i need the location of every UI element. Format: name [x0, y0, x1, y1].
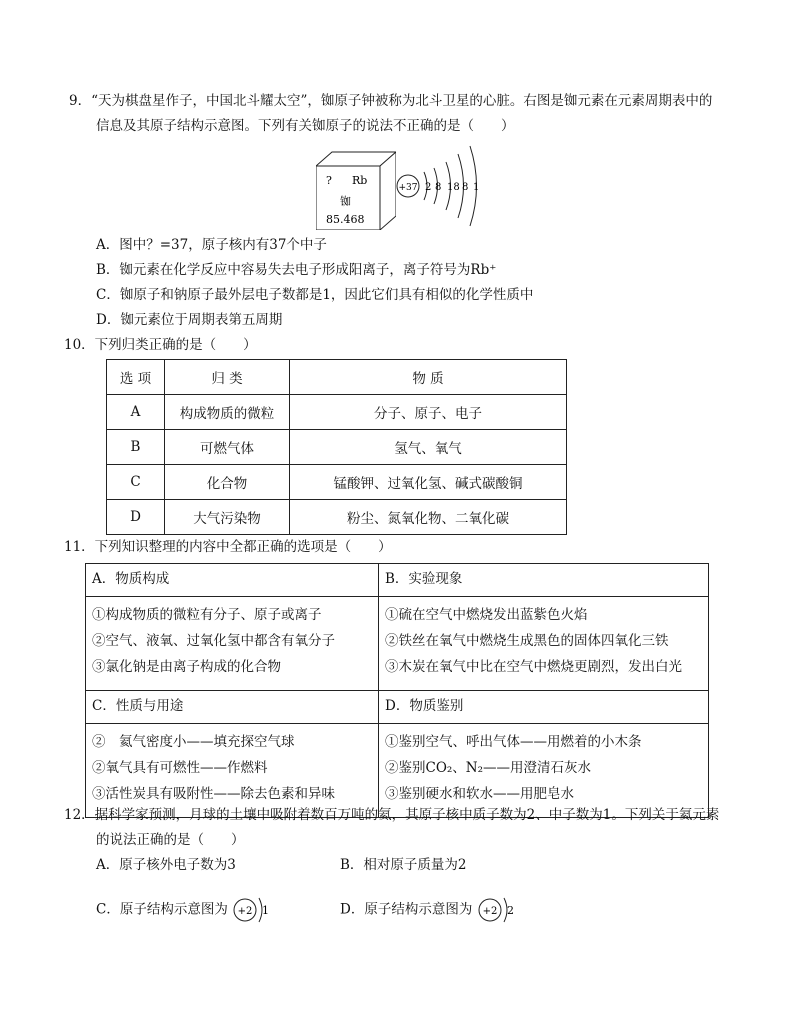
cell-substance: 分子、原子、电子: [290, 395, 567, 430]
atom-nucleus: +37: [398, 183, 418, 193]
q12-option-c: [96, 895, 272, 925]
q9-option-c: C．铷原子和钠原子最外层电子数都是1，因此它们具有相似的化学性质中: [96, 287, 534, 303]
atom-shell-1: 2: [425, 182, 432, 193]
table-row: [107, 500, 567, 535]
header-category: 归 类: [165, 360, 290, 395]
q12-stem-line1: 12．据科学家预测，月球的土壤中吸附着数百万吨的氦，其原子核中质子数为2、中子数为1。下列关于氦元素: [64, 807, 720, 823]
q11-table: [85, 563, 709, 818]
q10-stem: 10．下列归类正确的是（ ）: [64, 337, 257, 353]
q11-stem: 11．下列知识整理的内容中全都正确的选项是（ ）: [64, 539, 392, 555]
table-header-row: [107, 360, 567, 395]
list-item: ①硫在空气中燃烧发出蓝紫色火焰: [385, 607, 588, 623]
element-mass: 85.468: [326, 213, 365, 226]
element-number: ?: [326, 174, 332, 187]
cell-a-title: A．物质构成: [86, 564, 379, 597]
q12-option-d: [340, 895, 517, 925]
atom-shell-3: 18: [447, 182, 460, 193]
cell-c-title: C．性质与用途: [86, 691, 379, 724]
q9-option-b: B．铷元素在化学反应中容易失去电子形成阳离子，离子符号为Rb⁺: [96, 262, 497, 278]
cell-option: C: [107, 465, 165, 500]
atom-shell-2: 8: [435, 182, 442, 193]
list-item: ③氯化钠是由离子构成的化合物: [92, 659, 281, 675]
diagram-c-shell: 1: [262, 904, 270, 917]
q12-stem-line2: 的说法正确的是（ ）: [96, 832, 245, 848]
cell-category: 大气污染物: [165, 500, 290, 535]
atom-shell-5: 1: [473, 182, 480, 193]
element-symbol: Rb: [352, 174, 368, 187]
header-substance: 物 质: [290, 360, 567, 395]
list-item: ②氧气具有可燃性——作燃料: [92, 760, 268, 776]
cell-b-title: B．实验现象: [379, 564, 709, 597]
helium-atom-diagram-c: [232, 895, 272, 925]
list-item: ②铁丝在氧气中燃烧生成黑色的固体四氧化三铁: [385, 633, 669, 649]
q9-stem-line2: 信息及其原子结构示意图。下列有关铷原子的说法不正确的是（ ）: [96, 118, 515, 134]
list-item: ③鉴别硬水和软水——用肥皂水: [385, 786, 574, 802]
list-item: ②空气、液氧、过氧化氢中都含有氧分子: [92, 633, 335, 649]
q12-option-b: B．相对原子质量为2: [340, 857, 467, 873]
list-item: ③木炭在氧气中比在空气中燃烧更剧烈，发出白光: [385, 659, 682, 675]
rubidium-atom-structure-diagram: [394, 140, 494, 232]
cell-category: 可燃气体: [165, 430, 290, 465]
cell-substance: 锰酸钾、过氧化氢、碱式碳酸铜: [290, 465, 567, 500]
table-row: [107, 430, 567, 465]
cell-b-body: [379, 597, 709, 691]
q12-option-a: A．原子核外电子数为3: [96, 857, 236, 873]
cell-d-body: [379, 724, 709, 818]
cell-c-body: [86, 724, 379, 818]
list-item: ①鉴别空气、呼出气体——用燃着的小木条: [385, 734, 642, 750]
cell-category: 化合物: [165, 465, 290, 500]
cell-option: B: [107, 430, 165, 465]
list-item: ①构成物质的微粒有分子、原子或离子: [92, 607, 322, 623]
element-name: 铷: [340, 195, 351, 208]
cell-substance: 氢气、氧气: [290, 430, 567, 465]
q9-option-a: A．图中？=37，原子核内有37个中子: [96, 237, 327, 253]
list-item: ②鉴别CO₂、N₂——用澄清石灰水: [385, 760, 592, 776]
diagram-d-shell: 2: [506, 904, 514, 917]
cell-option: A: [107, 395, 165, 430]
cell-substance: 粉尘、氮氧化物、二氧化碳: [290, 500, 567, 535]
list-item: ② 氦气密度小——填充探空气球: [92, 734, 295, 750]
table-row: [107, 395, 567, 430]
diagram-d-nucleus: +2: [482, 906, 497, 917]
header-option: 选 项: [107, 360, 165, 395]
q9-option-d: D．铷元素位于周期表第五周期: [96, 312, 283, 328]
diagram-c-nucleus: +2: [237, 906, 253, 917]
list-item: ③活性炭具有吸附性——除去色素和异味: [92, 786, 335, 802]
q12-option-d-label: D．原子结构示意图为: [340, 901, 473, 918]
cell-d-title: D．物质鉴别: [379, 691, 709, 724]
cell-category: 构成物质的微粒: [165, 395, 290, 430]
atom-shell-4: 8: [462, 182, 469, 193]
cell-a-body: [86, 597, 379, 691]
element-cell-diagram: [316, 150, 396, 230]
q9-stem-line1: 9．“天为棋盘星作子，中国北斗耀太空”，铷原子钟被称为北斗卫星的心脏。右图是铷元素在元素周期表中的: [69, 93, 713, 109]
cell-option: D: [107, 500, 165, 535]
helium-atom-diagram-d: [477, 895, 517, 925]
table-row: [107, 465, 567, 500]
q10-table: [106, 359, 567, 535]
q12-option-c-label: C．原子结构示意图为: [96, 901, 228, 918]
